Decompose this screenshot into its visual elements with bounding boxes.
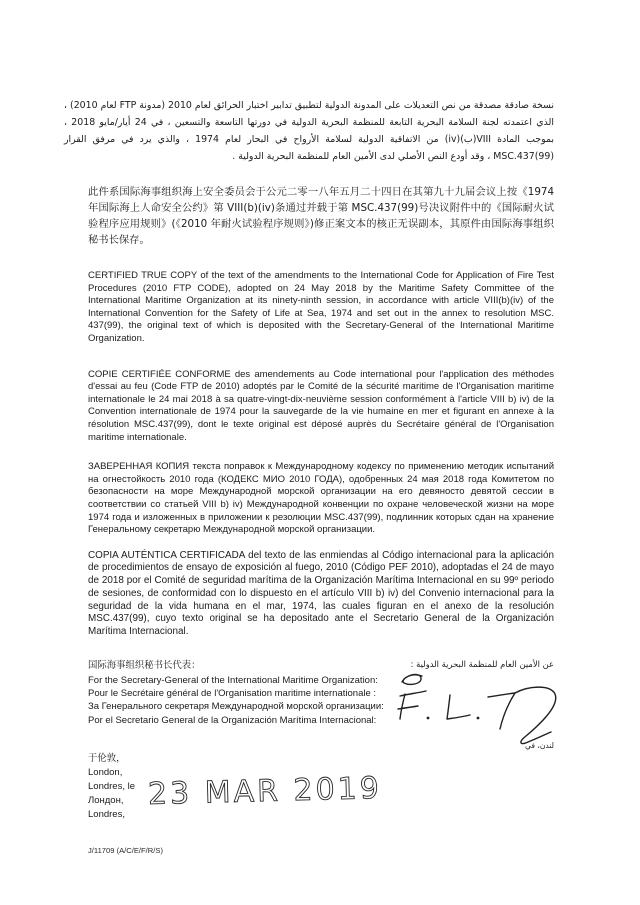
handwritten-date: 23 MAR 2019 — [147, 770, 383, 812]
signature-stroke-flourish — [515, 687, 556, 743]
place-line-arabic: لندن، في — [525, 740, 554, 750]
document-reference-code: J/11709 (A/C/E/F/R/S) — [88, 845, 163, 855]
place-line-chinese: 于伦敦， — [88, 752, 126, 764]
signature-stroke-f-top — [400, 691, 426, 696]
signatory-line-russian: За Генерального секретаря Международной морской организации: — [88, 701, 384, 713]
handwritten-signature-icon — [388, 666, 560, 750]
place-and-date-block — [88, 752, 554, 846]
signatory-line-english: For the Secretary-General of the International Maritime Organization: — [88, 674, 378, 686]
chinese-certification-paragraph: 此件系国际海事组织海上安全委员会于公元二零一八年五月二十四日在其第九十九届会议上按《1974 年国际海上人命安全公约》第 VIII(b)(iv)条通过并载于第 MSC.437(99)号决议附件中的《国际耐火试验程序应用规则》(《2010 年耐火试验程序规则》)修正案文本的核正无误副本，其原件由国际海事组织秘书长保存。 — [88, 186, 554, 246]
signatory-line-spanish: Por el Secretario General de la Organización Marítima Internacional: — [88, 714, 377, 726]
place-line-english: London, — [88, 766, 123, 778]
spanish-certification-paragraph: COPIA AUTÉNTICA CERTIFICADA del texto de las enmiendas al Código internacional para la aplicación de procedimientos de ensayo de exposición al fuego, 2010 (Código PEF 2010), adoptadas el 24 de mayo de 2018 por el Comité de seguridad marítima de la Organización Marítima Internacional en su 99º periodo de sesiones, de conformidad con lo dispuesto en el artículo VIII b) iv) del Convenio internacional para la seguridad de la vida humana en el mar, 1974, las cuales figuran en el anexo de la resolución MSC.437(99), cuyo texto original se ha depositado ante el Secretario General de la Organización Marítima Internacional. — [88, 549, 554, 637]
place-line-russian: Лондон, — [88, 794, 124, 806]
russian-certification-paragraph: ЗАВЕРЕННАЯ КОПИЯ текста поправок к Международному кодексу по применению методик испытаний на огнестойкость 2010 года (КОДЕКС МИО 2010 ГОДА), одобренных 24 мая 2018 года Комитетом по безопасности на море Международной морской организации на его девяносто девятой сессии в соответствии со статьей VIII b) iv) Международной конвенции по охране человеческой жизни на море 1974 года и изложенных в приложении к резолюции MSC.437(99), подлинник которых сдан на хранение Генеральному секретарю Международной морской организации. — [88, 461, 554, 536]
arabic-certification-paragraph: نسخة صادقة مصدقة من نص التعديلات على المدونة الدولية لتطبيق تدابير اختبار الحرائق لعام 2010 (مدونة FTP لعام 2010) ، الذي اعتمدته لجنة السلامة البحرية التابعة للمنظمة البحرية الدولية في دورتها التاسعة والتسعين ، في 24 أيار/مايو 2018 ، بموجب المادة VIII(ب)(iv) من الاتفاقية الدولية لسلامة الأرواح في البحار لعام 1974 ، والذي يرد في مرفق القرار MSC.437(99) ، وقد أودع النص الأصلي لدى الأمين العام للمنظمة البحرية الدولية . — [64, 100, 554, 162]
english-certification-paragraph: CERTIFIED TRUE COPY of the text of the amendments to the International Code for Application of Fire Test Procedures (2010 FTP CODE), adopted on 24 May 2018 by the Maritime Safety Committee of the International Maritime Organization at its ninety-ninth session, in accordance with article VIII(b)(iv) of the International Convention for the Safety of Life at Sea, 1974 and set out in the annex to resolution MSC. 437(99), the original text of which is deposited with the Secretary-General of the International Maritime Organization. — [88, 270, 554, 344]
document-body — [64, 97, 554, 856]
signature-dot-1 — [427, 716, 430, 719]
french-certification-paragraph: COPIE CERTIFIÉE CONFORME des amendements au Code international pour l'application des méthodes d'essai au feu (Code FTP de 2010) adoptés par le Comité de la sécurité maritime de l'Organisation maritime internationale le 24 mai 2018 à sa quatre-vingt-dix-neuvième session conformément à l'article VIII b) iv) de la Convention internationale de 1974 pour la sauvegarde de la vie humaine en mer et figurant en annexe à la résolution MSC.437(99), dont le texte original est déposé auprès du Secrétaire général de l'Organisation maritime internationale. — [88, 368, 554, 443]
signatory-line-arabic: عن الأمين العام للمنظمة البحرية الدولية : — [410, 658, 554, 669]
signature-stroke-l — [447, 695, 470, 719]
place-line-spanish: Londres, — [88, 808, 125, 820]
signature-stroke-f-stem — [400, 694, 405, 719]
signature-dot-2 — [477, 716, 480, 719]
signature-block — [88, 658, 554, 752]
signature-stroke-loop — [402, 674, 422, 684]
place-line-french: Londres, le — [88, 780, 136, 792]
signature-stroke-seven — [488, 693, 515, 729]
signatory-line-french: Pour le Secrétaire général de l'Organisation maritime internationale : — [88, 687, 377, 699]
signatory-line-chinese: 国际海事组织秘书长代表： — [88, 659, 201, 671]
signature-stroke-f-mid — [398, 706, 418, 709]
